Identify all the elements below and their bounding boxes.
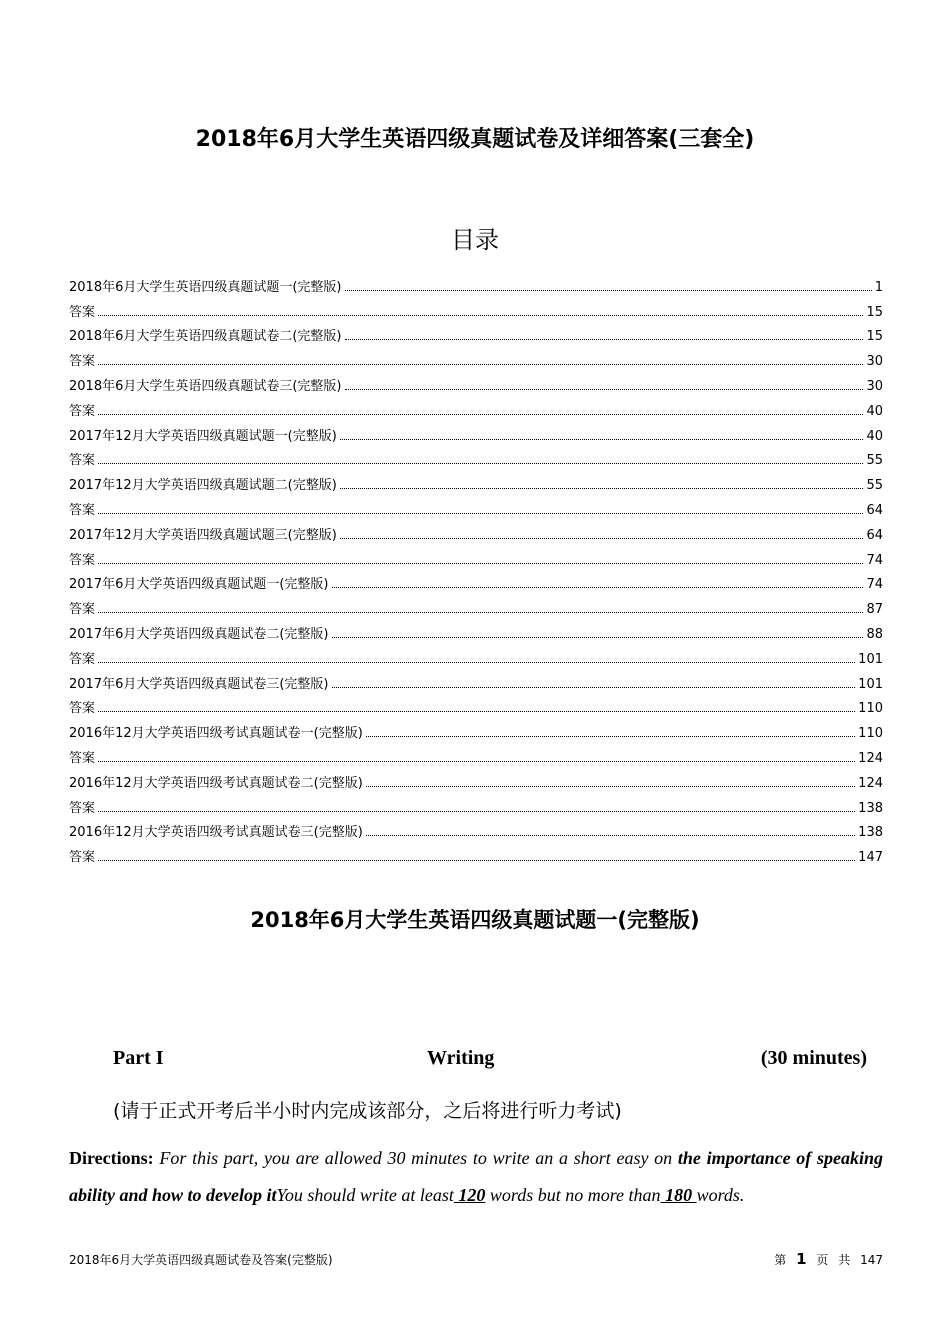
- toc-entry[interactable]: [69, 741, 883, 766]
- toc-leader-dots: [98, 364, 863, 365]
- toc-entry-page: 15: [866, 329, 883, 345]
- toc-leader-dots: [366, 736, 855, 737]
- toc-leader-dots: [345, 389, 864, 390]
- toc-entry-label: 答案: [69, 850, 96, 866]
- toc-entry-page: 138: [858, 800, 883, 816]
- toc-leader-dots: [98, 563, 863, 564]
- toc-entry-page: 55: [866, 478, 883, 494]
- toc-entry-page: 40: [866, 403, 883, 419]
- toc-entry-label: 2016年12月大学英语四级考试真题试卷二(完整版): [69, 775, 363, 791]
- toc-leader-dots: [332, 637, 864, 638]
- toc-entry[interactable]: [69, 766, 883, 791]
- toc-entry[interactable]: [69, 369, 883, 394]
- toc-entry[interactable]: [69, 716, 883, 741]
- toc-entry[interactable]: [69, 344, 883, 369]
- toc-entry-label: 2018年6月大学生英语四级真题试卷二(完整版): [69, 329, 342, 345]
- toc-leader-dots: [98, 414, 863, 415]
- toc-entry-page: 64: [866, 502, 883, 518]
- toc-entry-label: 2016年12月大学英语四级考试真题试卷三(完整版): [69, 825, 363, 841]
- toc-leader-dots: [340, 439, 864, 440]
- toc-entry-label: 2017年12月大学英语四级真题试题二(完整版): [69, 478, 337, 494]
- toc-leader-dots: [345, 290, 872, 291]
- toc-entry-label: 2018年6月大学生英语四级真题试题一(完整版): [69, 279, 342, 295]
- toc-entry-page: 101: [858, 676, 883, 692]
- toc-entry-page: 110: [858, 701, 883, 717]
- toc-entry[interactable]: [69, 270, 883, 295]
- part-name: Writing: [427, 1047, 495, 1069]
- toc-entry-page: 110: [858, 726, 883, 742]
- toc-entry-label: 答案: [69, 800, 96, 816]
- toc-entry[interactable]: [69, 617, 883, 642]
- part-header: [113, 1047, 867, 1073]
- toc-entry-label: 2016年12月大学英语四级考试真题试卷一(完整版): [69, 726, 363, 742]
- toc-entry[interactable]: [69, 840, 883, 865]
- toc-leader-dots: [98, 463, 863, 464]
- directions-label: Directions:: [69, 1148, 154, 1168]
- directions-text: For this part, you are allowed 30 minutes to write an a short easy on: [153, 1148, 678, 1168]
- max-words: 180: [660, 1185, 697, 1205]
- toc-entry-page: 147: [858, 850, 883, 866]
- toc-entry-page: 1: [874, 279, 883, 295]
- toc-entry[interactable]: [69, 543, 883, 568]
- toc-entry-label: 2018年6月大学生英语四级真题试卷三(完整版): [69, 378, 342, 394]
- toc-entry-label: 2017年6月大学英语四级真题试卷三(完整版): [69, 676, 329, 692]
- toc-entry-label: 2017年12月大学英语四级真题试题三(完整版): [69, 527, 337, 543]
- directions-text: words.: [696, 1185, 745, 1205]
- toc-leader-dots: [98, 761, 855, 762]
- toc-entry-page: 40: [866, 428, 883, 444]
- toc-leader-dots: [98, 513, 863, 514]
- toc-leader-dots: [98, 811, 855, 812]
- part-label: Part I: [113, 1047, 164, 1069]
- toc-entry[interactable]: [69, 444, 883, 469]
- toc-entry-page: 64: [866, 527, 883, 543]
- toc-entry[interactable]: [69, 692, 883, 717]
- min-words: 120: [453, 1185, 486, 1205]
- toc-leader-dots: [98, 612, 863, 613]
- page-mid: 页: [816, 1253, 829, 1267]
- toc-entry-page: 124: [858, 775, 883, 791]
- total-prefix: 共: [838, 1253, 851, 1267]
- toc-leader-dots: [332, 587, 864, 588]
- part-time: (30 minutes): [760, 1047, 867, 1069]
- toc-entry-label: 答案: [69, 651, 96, 667]
- toc-entry[interactable]: [69, 394, 883, 419]
- toc-entry[interactable]: [69, 816, 883, 841]
- page-counter: [768, 1250, 883, 1268]
- toc-entry-page: 138: [858, 825, 883, 841]
- toc-entry-label: 答案: [69, 602, 96, 618]
- table-of-contents: [69, 270, 883, 865]
- total-pages: 147: [860, 1253, 883, 1267]
- footer-title: 2018年6月大学英语四级真题试卷及答案(完整版): [69, 1253, 333, 1267]
- toc-entry-page: 55: [866, 453, 883, 469]
- toc-entry-label: 答案: [69, 403, 96, 419]
- toc-leader-dots: [340, 488, 864, 489]
- toc-leader-dots: [366, 835, 855, 836]
- toc-entry-page: 74: [866, 552, 883, 568]
- toc-entry-label: 答案: [69, 453, 96, 469]
- toc-entry-label: 答案: [69, 304, 96, 320]
- toc-entry[interactable]: [69, 518, 883, 543]
- toc-entry-page: 124: [858, 750, 883, 766]
- toc-leader-dots: [332, 687, 856, 688]
- toc-entry-label: 答案: [69, 552, 96, 568]
- toc-entry[interactable]: [69, 592, 883, 617]
- toc-entry-page: 101: [858, 651, 883, 667]
- toc-entry-page: 15: [866, 304, 883, 320]
- toc-entry-page: 30: [866, 378, 883, 394]
- toc-heading: 目录: [451, 226, 499, 254]
- toc-entry-label: 答案: [69, 354, 96, 370]
- toc-entry-label: 答案: [69, 701, 96, 717]
- toc-leader-dots: [98, 315, 863, 316]
- document-title: 2018年6月大学生英语四级真题试卷及详细答案(三套全): [195, 127, 755, 152]
- toc-entry[interactable]: [69, 642, 883, 667]
- toc-leader-dots: [345, 339, 864, 340]
- directions-topic: the importance of speaking ability and how to develop it: [69, 1148, 883, 1205]
- page-number: 1: [796, 1250, 807, 1268]
- toc-leader-dots: [98, 662, 855, 663]
- toc-entry[interactable]: [69, 791, 883, 816]
- toc-entry-label: 2017年12月大学英语四级真题试题一(完整版): [69, 428, 337, 444]
- toc-entry-label: 2017年6月大学英语四级真题试卷二(完整版): [69, 626, 329, 642]
- toc-leader-dots: [98, 711, 855, 712]
- toc-leader-dots: [340, 538, 864, 539]
- toc-entry-label: 答案: [69, 502, 96, 518]
- toc-entry-page: 74: [866, 577, 883, 593]
- directions-text: words but no more than: [485, 1185, 661, 1205]
- toc-entry[interactable]: [69, 493, 883, 518]
- toc-entry[interactable]: [69, 419, 883, 444]
- toc-entry-page: 88: [866, 626, 883, 642]
- toc-leader-dots: [98, 860, 855, 861]
- section-title: 2018年6月大学生英语四级真题试题一(完整版): [250, 908, 700, 932]
- part-note: (请于正式开考后半小时内完成该部分，之后将进行听力考试): [113, 1100, 622, 1122]
- directions-paragraph: [69, 1140, 883, 1214]
- toc-entry[interactable]: [69, 568, 883, 593]
- toc-entry[interactable]: [69, 667, 883, 692]
- toc-entry-page: 30: [866, 354, 883, 370]
- toc-entry-label: 答案: [69, 750, 96, 766]
- toc-leader-dots: [366, 786, 855, 787]
- directions-text: You should write at least: [276, 1185, 454, 1205]
- toc-entry[interactable]: [69, 320, 883, 345]
- toc-entry[interactable]: [69, 468, 883, 493]
- page-prefix: 第: [774, 1253, 787, 1267]
- toc-entry-page: 87: [866, 602, 883, 618]
- toc-entry-label: 2017年6月大学英语四级真题试题一(完整版): [69, 577, 329, 593]
- toc-entry[interactable]: [69, 295, 883, 320]
